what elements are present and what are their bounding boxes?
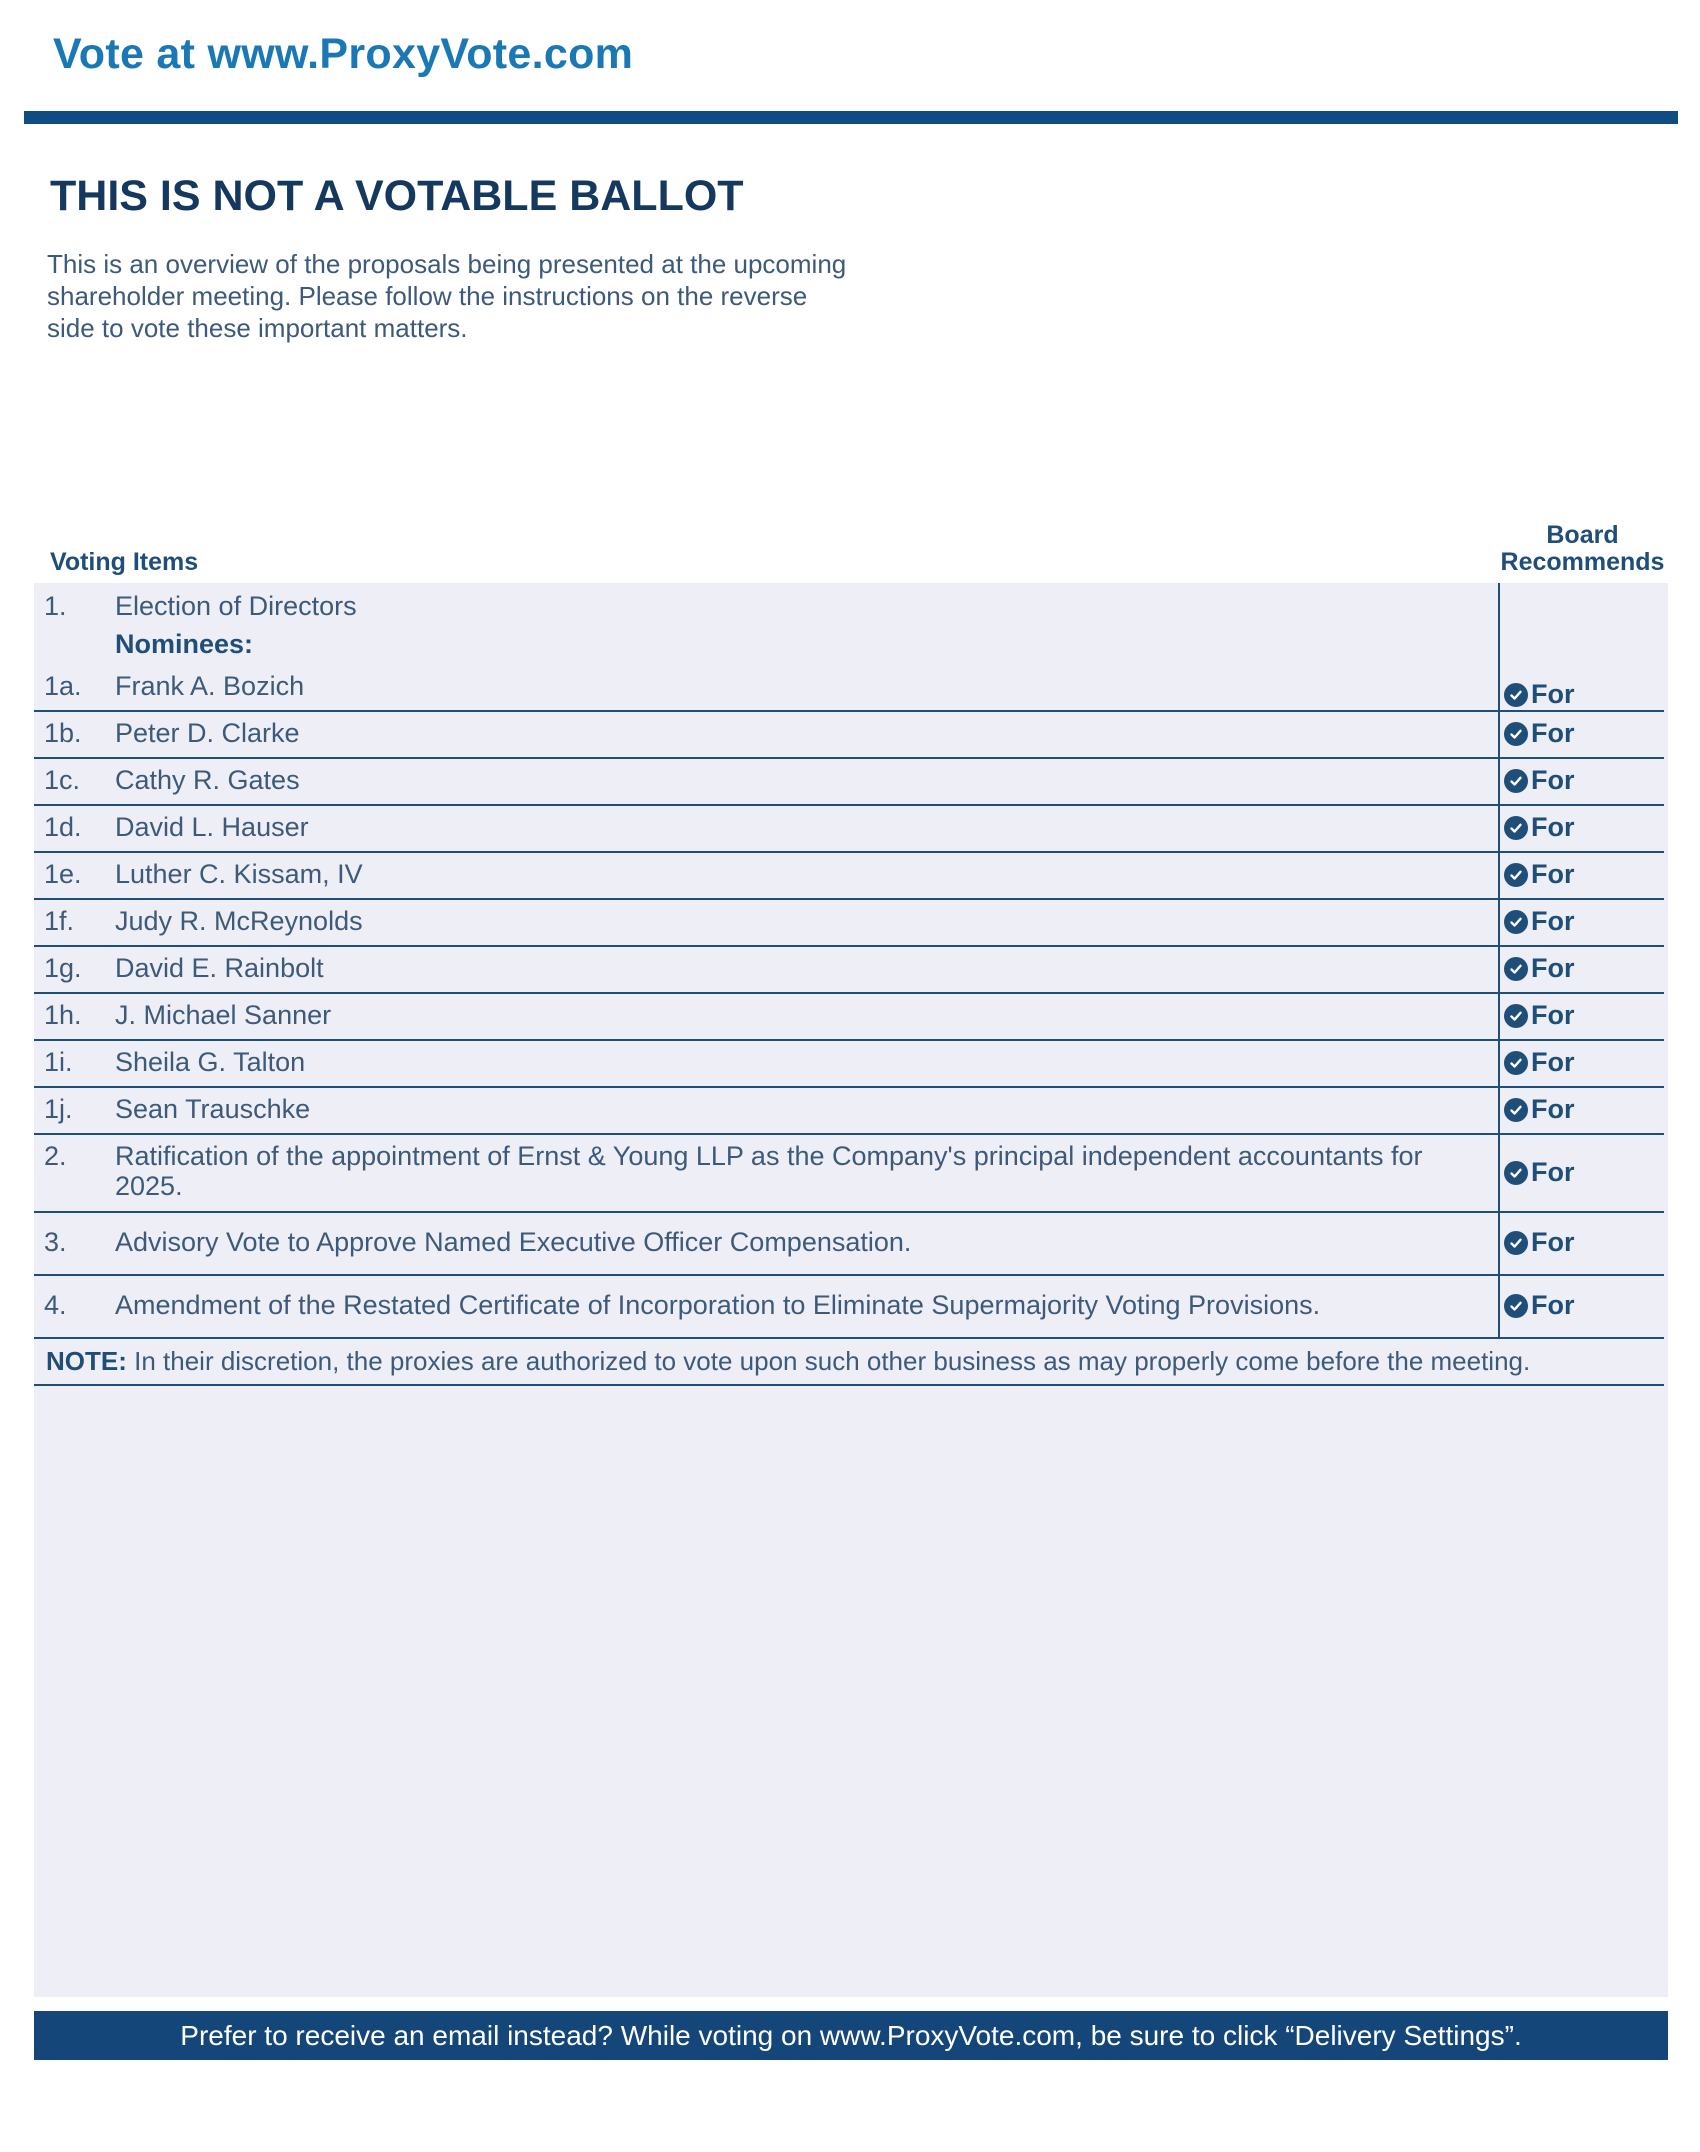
item-number: 1d. <box>44 812 82 842</box>
table-row <box>34 1276 1664 1339</box>
recommendation <box>1504 1047 1575 1078</box>
item-1-header <box>34 583 1664 675</box>
check-circle-icon <box>1504 863 1528 887</box>
table-row <box>34 853 1664 900</box>
recommendation-label: For <box>1531 1157 1575 1187</box>
item-label: J. Michael Sanner <box>115 1000 332 1030</box>
item-number: 4. <box>44 1290 67 1320</box>
table-row <box>34 1041 1664 1088</box>
item-number: 1f. <box>44 906 75 936</box>
recommendation <box>1504 1227 1575 1258</box>
item-label: Advisory Vote to Approve Named Executive Officer Compensation. <box>115 1227 912 1257</box>
recommendation <box>1504 765 1575 796</box>
recommendation-label: For <box>1531 812 1575 842</box>
check-circle-icon <box>1504 957 1528 981</box>
table-row <box>34 712 1664 759</box>
check-circle-icon <box>1504 683 1528 707</box>
check-circle-icon <box>1504 1161 1528 1185</box>
table-row <box>34 947 1664 994</box>
item-number: 1j. <box>44 1094 73 1124</box>
item-number: 1a. <box>44 671 82 701</box>
item-number: 1e. <box>44 859 82 889</box>
recommendation <box>1504 859 1575 890</box>
table-row <box>34 759 1664 806</box>
item-number: 1h. <box>44 1000 82 1030</box>
table-row <box>34 1088 1664 1135</box>
check-circle-icon <box>1504 722 1528 746</box>
item-number: 1c. <box>44 765 81 795</box>
check-circle-icon <box>1504 769 1528 793</box>
item-label: Frank A. Bozich <box>115 671 305 701</box>
recommendation-label: For <box>1531 1000 1575 1030</box>
item-label: Ratification of the appointment of Ernst & Young LLP as the Company's principal independent accountants for 2025. <box>115 1141 1423 1201</box>
recommendation <box>1504 1290 1575 1321</box>
item-label: Peter D. Clarke <box>115 718 300 748</box>
recommendation <box>1504 1094 1575 1125</box>
recommendation-label: For <box>1531 765 1575 795</box>
check-circle-icon <box>1504 910 1528 934</box>
footer-banner <box>34 2011 1668 2060</box>
recommendation <box>1504 953 1575 984</box>
item-number: 1g. <box>44 953 82 983</box>
note <box>46 1346 1530 1377</box>
note-label: NOTE: <box>46 1346 127 1376</box>
check-circle-icon <box>1504 1231 1528 1255</box>
item-label: Amendment of the Restated Certificate of Incorporation to Eliminate Supermajority Voting Provisions. <box>115 1290 1321 1320</box>
recommendation-label: For <box>1531 718 1575 748</box>
table-row <box>34 665 1664 712</box>
table-row <box>34 806 1664 853</box>
footer-text: Prefer to receive an email instead? While voting on www.ProxyVote.com, be sure to click “Delivery Settings”. <box>180 2019 1522 2051</box>
recommendation <box>1504 1157 1575 1188</box>
recommendation <box>1504 718 1575 749</box>
check-circle-icon <box>1504 1294 1528 1318</box>
table-row <box>34 900 1664 947</box>
item-label: Cathy R. Gates <box>115 765 300 795</box>
recommendation <box>1504 812 1575 843</box>
check-circle-icon <box>1504 1004 1528 1028</box>
item-number: 1b. <box>44 718 82 748</box>
intro-text: This is an overview of the proposals being presented at the upcoming shareholder meeting. Please follow the instructions on the reverse side to vote these important matters. <box>47 249 847 343</box>
recommendation-label: For <box>1531 953 1575 983</box>
check-circle-icon <box>1504 816 1528 840</box>
recommendation-label: For <box>1531 1290 1575 1320</box>
recommendation-label: For <box>1531 859 1575 889</box>
column-header-board-recommends <box>1490 522 1675 576</box>
recommendation-label: For <box>1531 1227 1575 1257</box>
recommendation <box>1504 679 1575 710</box>
recommendation-label: For <box>1531 906 1575 936</box>
item-label: Luther C. Kissam, IV <box>115 859 363 889</box>
header-rule <box>24 111 1678 124</box>
check-circle-icon <box>1504 1051 1528 1075</box>
table-row <box>34 1135 1664 1213</box>
recommendation-label: For <box>1531 1094 1575 1124</box>
page-title: THIS IS NOT A VOTABLE BALLOT <box>50 172 744 220</box>
recommendation <box>1504 906 1575 937</box>
item-label: Sheila G. Talton <box>115 1047 306 1077</box>
item-number: 3. <box>44 1227 67 1257</box>
check-circle-icon <box>1504 1098 1528 1122</box>
item-label: David L. Hauser <box>115 812 309 842</box>
board-label: Board <box>1546 521 1619 549</box>
column-header-voting-items: Voting Items <box>50 548 199 576</box>
note-text: In their discretion, the proxies are authorized to vote upon such other business as may properly come before the meeting. <box>126 1346 1531 1376</box>
item-label: David E. Rainbolt <box>115 953 324 983</box>
item-number: 1i. <box>44 1047 73 1077</box>
header-title: Vote at www.ProxyVote.com <box>53 30 634 78</box>
recommends-label: Recommends <box>1500 548 1665 576</box>
recommendation-label: For <box>1531 679 1575 709</box>
recommendation-label: For <box>1531 1047 1575 1077</box>
item-number: 2. <box>44 1141 67 1171</box>
table-row <box>34 1213 1664 1276</box>
recommendation <box>1504 1000 1575 1031</box>
table-row <box>34 994 1664 1041</box>
item-number: 1. <box>44 591 67 621</box>
nominees-heading: Nominees: <box>115 629 254 659</box>
item-label: Election of Directors <box>115 591 357 621</box>
item-label: Judy R. McReynolds <box>115 906 363 936</box>
note-rule <box>34 1384 1664 1386</box>
item-label: Sean Trauschke <box>115 1094 311 1124</box>
